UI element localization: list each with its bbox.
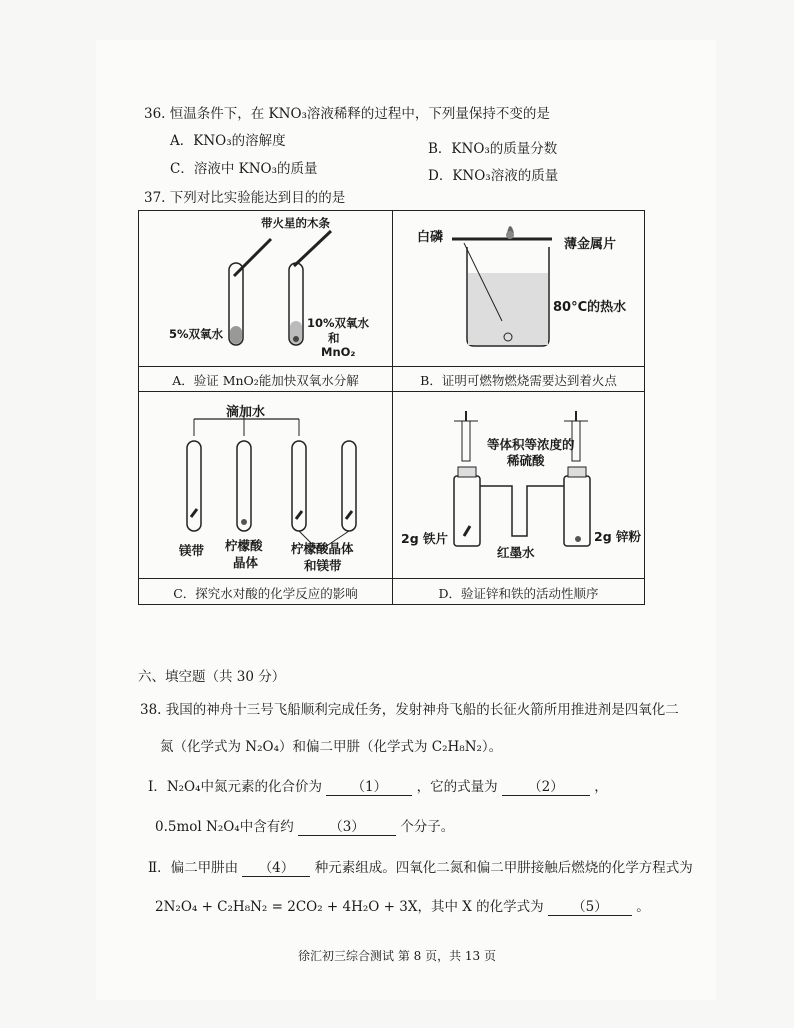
q38-equation: 2N₂O₄ + C₂H₈N₂ = 2CO₂ + 4H₂O + 3X，其中 X 的化学式为	[155, 899, 544, 915]
answer-blank-3[interactable]: （3）	[298, 815, 396, 836]
label-metal-sheet: 薄金属片	[564, 237, 617, 252]
label-citric-acid: 柠檬酸	[225, 538, 263, 553]
q38-part1-line2	[155, 815, 454, 836]
label-add-water: 滴加水	[226, 405, 266, 420]
page-footer: 徐汇初三综合测试 第 8 页，共 13 页	[298, 949, 496, 963]
q36-option-a: A．KNO₃的溶解度	[170, 133, 286, 149]
answer-blank-1[interactable]: （1）	[326, 775, 412, 796]
panel-c-drawing	[139, 391, 392, 578]
label-5pct-peroxide: 5%双氧水	[169, 327, 224, 341]
label-equal-acid: 等体积等浓度的	[487, 437, 575, 452]
experiment-grid	[138, 210, 645, 605]
label-mg-ribbon: 镁带	[179, 543, 205, 558]
grid-divider-a-caption	[139, 366, 644, 367]
label-zinc-powder: 2g 锌粉	[594, 529, 641, 544]
label-dilute-sulfuric: 稀硫酸	[507, 453, 545, 468]
caption-a: A．验证 MnO₂能加快双氧水分解	[172, 373, 359, 388]
q37-stem: 37. 下列对比实验能达到目的的是	[144, 190, 346, 206]
label-hot-water: 80°C的热水	[553, 300, 627, 315]
q36-option-c: C．溶液中 KNO₃的质量	[170, 161, 318, 177]
q38-part1-text-c: ，	[594, 779, 608, 795]
q36-option-d: D．KNO₃溶液的质量	[428, 168, 559, 184]
grid-divider-c-caption	[139, 578, 644, 579]
label-citric-crystal: 柠檬酸晶体	[291, 541, 354, 556]
q36-stem: 36. 恒温条件下，在 KNO₃溶液稀释的过程中，下列量保持不变的是	[144, 106, 550, 122]
answer-blank-4[interactable]: （4）	[242, 856, 310, 877]
label-glowing-stick: 带火星的木条	[261, 216, 330, 230]
q36-option-b: B．KNO₃的质量分数	[428, 141, 558, 157]
caption-c: C．探究水对酸的化学反应的影响	[173, 586, 358, 601]
q38-part2-text-b: 种元素组成。四氧化二氮和偏二甲肼接触后燃烧的化学方程式为	[314, 860, 693, 876]
label-white-phosphorus: 白磷	[417, 230, 444, 245]
label-red-ink: 红墨水	[497, 545, 535, 560]
q38-part2-line1	[148, 856, 693, 877]
caption-b: B．证明可燃物燃烧需要达到着火点	[420, 373, 617, 388]
q38-part1-text-d: 0.5mol N₂O₄中含有约	[155, 819, 294, 835]
section-6-heading: 六、填空题（共 30 分）	[138, 669, 286, 685]
q38-part2-line2	[155, 895, 650, 916]
q38-part1-text-a: Ⅰ．N₂O₄中氮元素的化合价为	[148, 779, 323, 795]
answer-blank-5[interactable]: （5）	[548, 895, 632, 916]
q38-part2-text-end: 。	[636, 899, 650, 915]
q38-stem-line2: 氮（化学式为 N₂O₄）和偏二甲肼（化学式为 C₂H₈N₂）。	[160, 739, 503, 755]
caption-d: D．验证锌和铁的活动性顺序	[438, 586, 599, 601]
panel-a-drawing	[139, 211, 392, 366]
q38-part1-line1	[148, 775, 608, 796]
q38-part2-text-a: Ⅱ．偏二甲肼由	[148, 860, 239, 876]
label-10pct-peroxide: 10%双氧水	[307, 316, 370, 330]
label-crystal: 晶体	[233, 555, 259, 570]
label-mno2: MnO₂	[321, 345, 356, 359]
label-and: 和	[328, 331, 340, 345]
label-and-mg: 和镁带	[304, 558, 342, 573]
label-iron-sheet: 2g 铁片	[401, 531, 448, 546]
q38-part1-text-b: ，它的式量为	[416, 779, 498, 795]
q38-part1-text-e: 个分子。	[400, 819, 455, 835]
answer-blank-2[interactable]: （2）	[502, 775, 590, 796]
q38-stem-line1: 38. 我国的神舟十三号飞船顺利完成任务，发射神舟飞船的长征火箭所用推进剂是四氧化二	[140, 702, 679, 718]
